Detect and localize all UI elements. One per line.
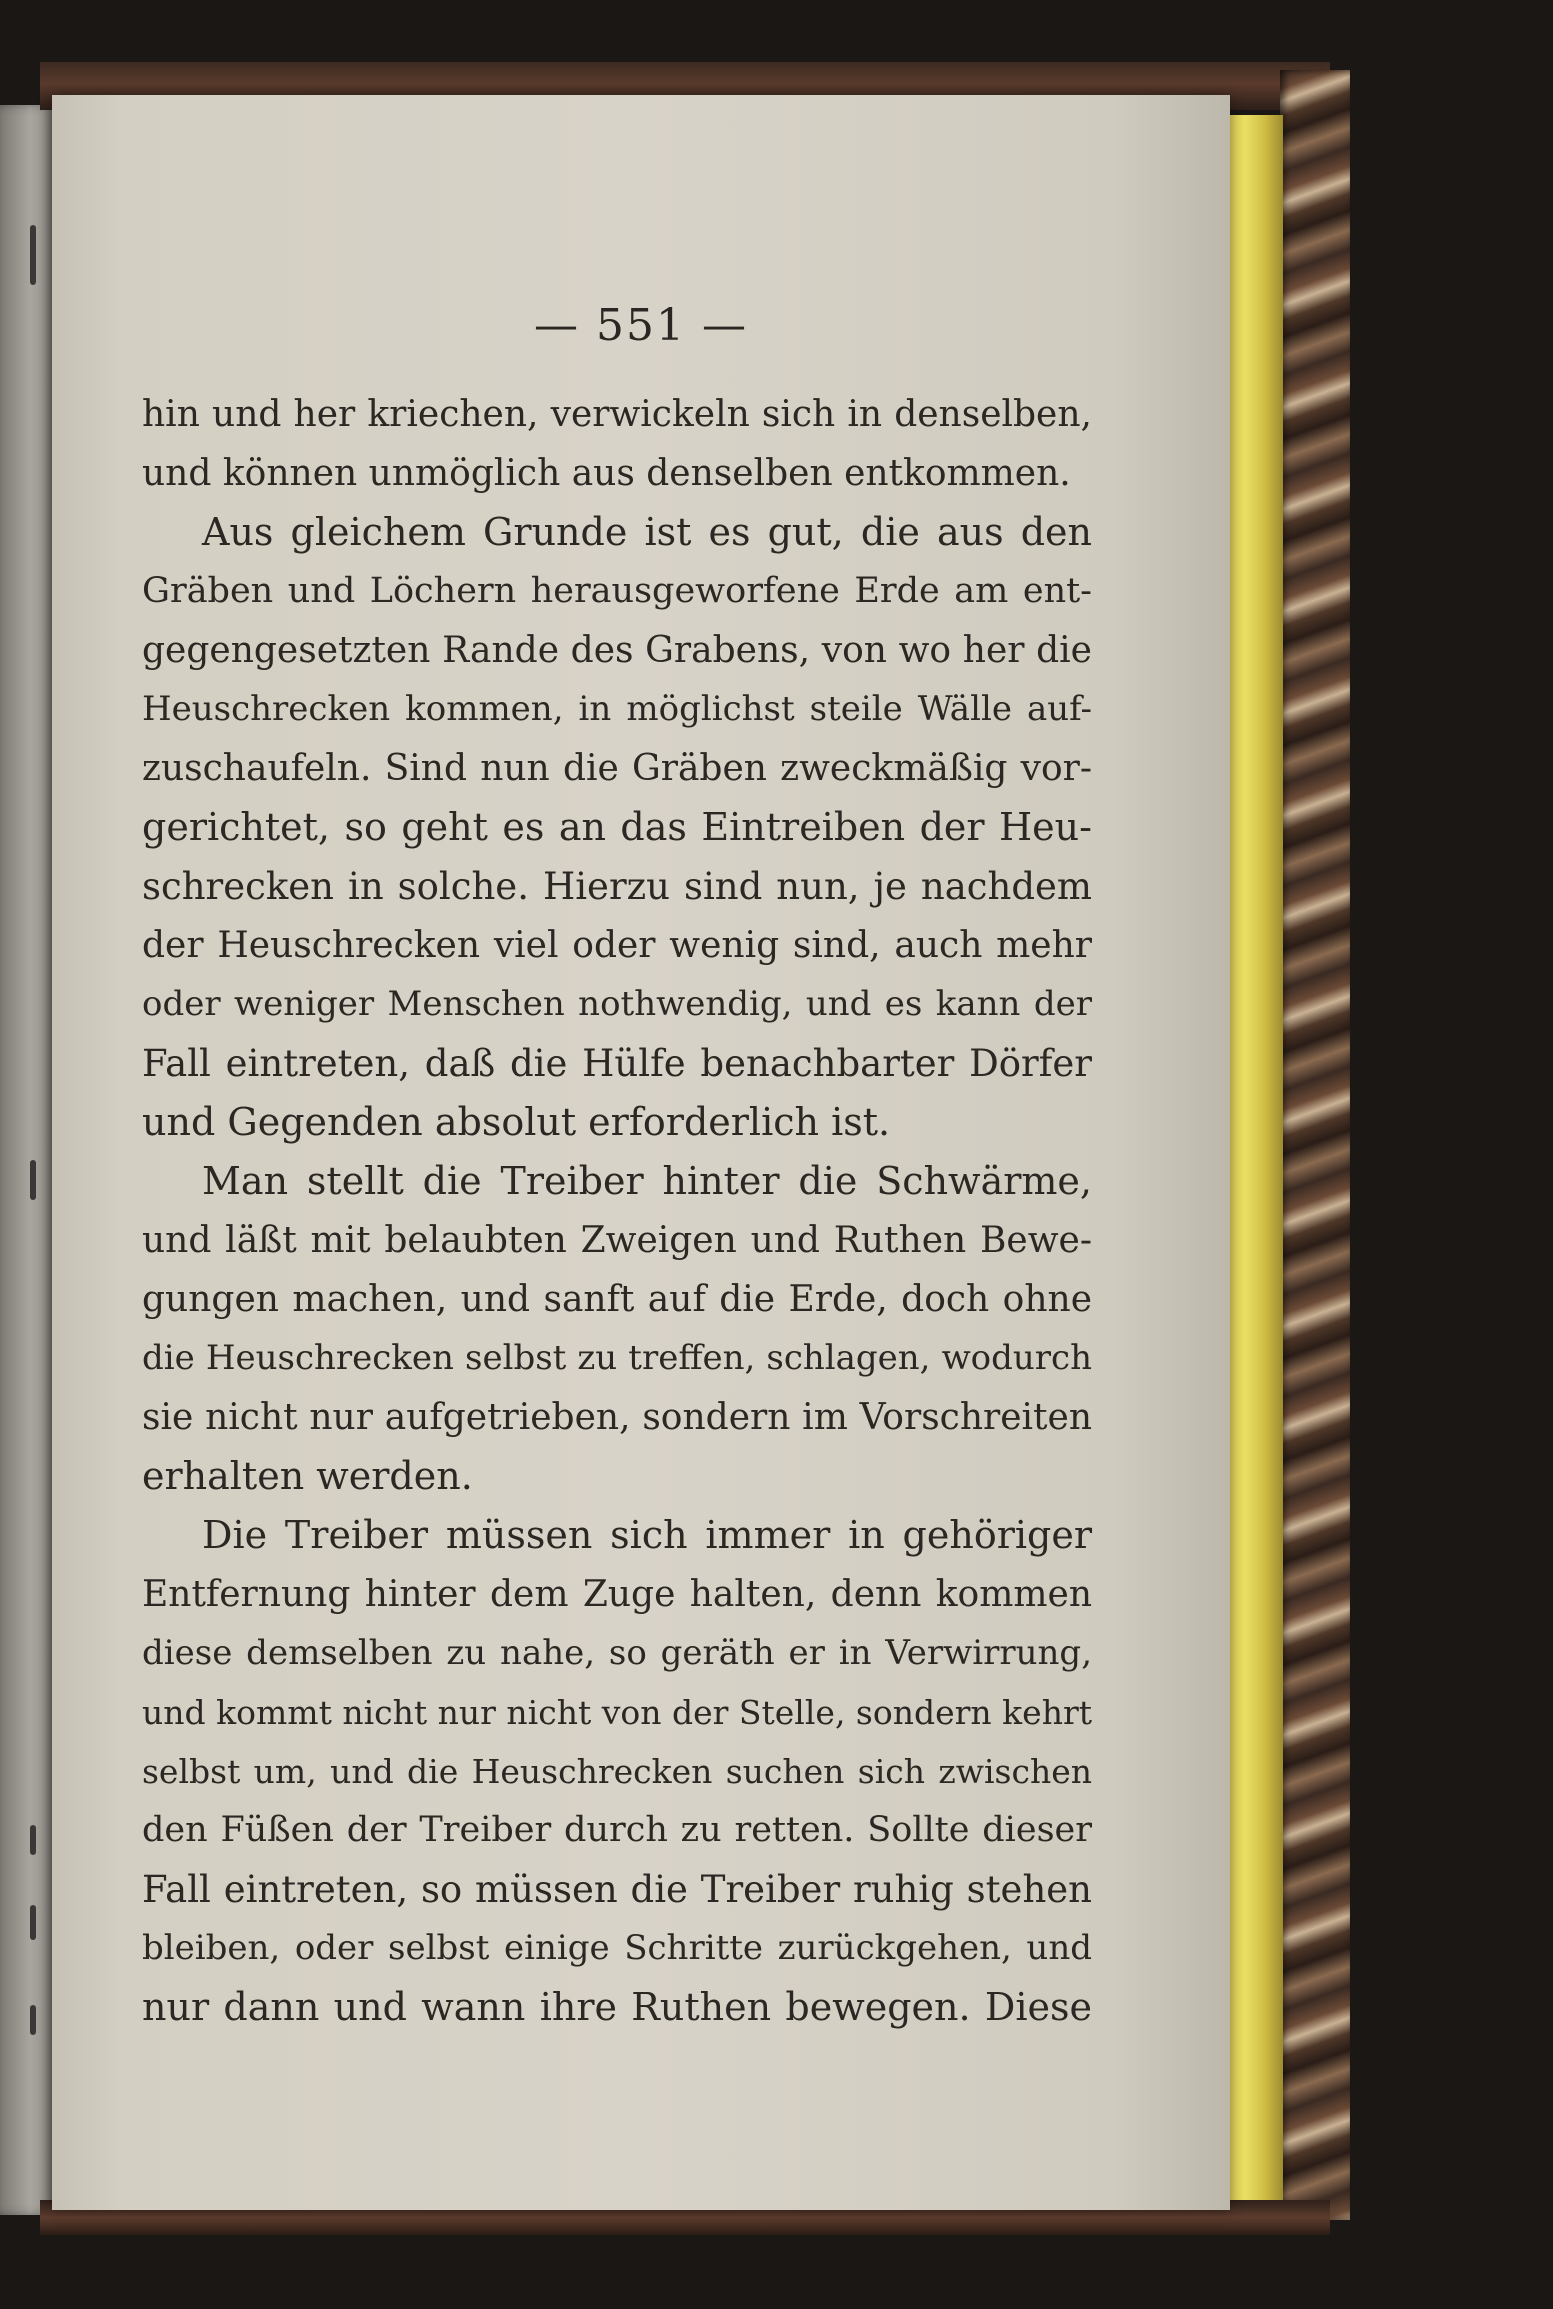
text-line: Fall eintreten, so müssen die Treiber ruhig stehen — [142, 1868, 1092, 1911]
text-line: zuschaufeln. Sind nun die Gräben zweckmäßig vor- — [142, 748, 1092, 789]
text-line: nur dann und wann ihre Ruthen bewegen. Diese — [142, 1985, 1092, 2029]
text-line: oder weniger Menschen nothwendig, und es kann der — [142, 984, 1092, 1024]
text-line: diese demselben zu nahe, so geräth er in Verwirrung, — [142, 1633, 1092, 1673]
text-line: und läßt mit belaubten Zweigen und Ruthen Bewe- — [142, 1220, 1092, 1261]
text-line: und können unmöglich aus denselben entkommen. — [142, 453, 1071, 494]
text-line: schrecken in solche. Hierzu sind nun, je nachdem — [142, 865, 1092, 908]
text-line: Man stellt die Treiber hinter die Schwärme, — [202, 1159, 1092, 1203]
left-page-ink-mark — [30, 2005, 36, 2035]
text-line: hin und her kriechen, verwickeln sich in denselben, — [142, 394, 1092, 435]
text-line: Gräben und Löchern herausgeworfene Erde am ent- — [142, 571, 1092, 611]
left-page-edge — [0, 105, 55, 2215]
text-line: Aus gleichem Grunde ist es gut, die aus den — [202, 510, 1092, 554]
page-number: — 551 — — [534, 300, 748, 351]
left-page-ink-mark — [30, 1825, 36, 1855]
text-line: die Heuschrecken selbst zu treffen, schlagen, wodurch — [142, 1338, 1092, 1378]
text-line: und kommt nicht nur nicht von der Stelle, sondern kehrt — [142, 1693, 1092, 1732]
text-line: selbst um, und die Heuschrecken suchen sich zwischen — [142, 1752, 1092, 1791]
text-line: Entfernung hinter dem Zuge halten, denn kommen — [142, 1574, 1092, 1615]
page-text — [142, 385, 1092, 2037]
book-page — [52, 95, 1230, 2210]
text-line: sie nicht nur aufgetrieben, sondern im Vorschreiten — [142, 1397, 1092, 1438]
text-line: den Füßen der Treiber durch zu retten. Sollte dieser — [142, 1810, 1092, 1850]
text-line: gerichtet, so geht es an das Eintreiben der Heu- — [142, 805, 1092, 849]
text-line: gungen machen, und sanft auf die Erde, doch ohne — [142, 1279, 1092, 1320]
text-line: gegengesetzten Rande des Grabens, von wo her die — [142, 630, 1092, 671]
text-line: Die Treiber müssen sich immer in gehöriger — [202, 1513, 1092, 1557]
text-line: bleiben, oder selbst einige Schritte zurückgehen, und — [142, 1928, 1092, 1968]
text-line: Heuschrecken kommen, in möglichst steile Wälle auf- — [142, 689, 1092, 729]
text-line: Fall eintreten, daß die Hülfe benachbarter Dörfer — [142, 1042, 1092, 1085]
book-cover-marbled-edge — [1280, 70, 1350, 2220]
text-line: erhalten werden. — [142, 1454, 473, 1498]
left-page-ink-mark — [30, 225, 36, 285]
text-line: und Gegenden absolut erforderlich ist. — [142, 1100, 891, 1144]
text-line: der Heuschrecken viel oder wenig sind, auch mehr — [142, 925, 1092, 966]
left-page-ink-mark — [30, 1160, 36, 1200]
left-page-ink-mark — [30, 1905, 36, 1940]
page-stack-edge — [1225, 115, 1283, 2205]
